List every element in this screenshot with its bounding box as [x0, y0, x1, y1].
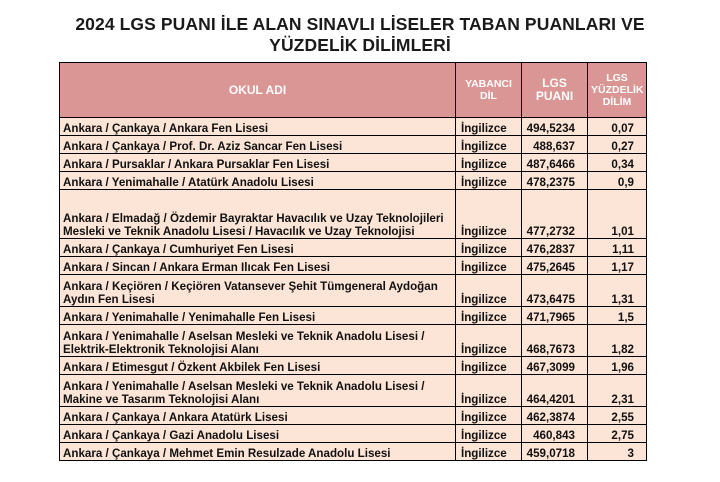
school-name: Ankara / Pursaklar / Ankara Pursaklar Fen Lisesi — [60, 154, 456, 172]
table-row — [60, 443, 647, 461]
language-cell: İngilizce — [456, 190, 522, 239]
percentile-cell: 1,17 — [588, 257, 647, 275]
header-score: LGS PUANI — [522, 63, 588, 118]
language-cell: İngilizce — [456, 325, 522, 357]
percentile-cell: 0,9 — [588, 172, 647, 190]
language-cell: İngilizce — [456, 118, 522, 136]
table-row — [60, 375, 647, 407]
school-name: Ankara / Etimesgut / Özkent Akbilek Fen Lisesi — [60, 357, 456, 375]
table-row — [60, 307, 647, 325]
percentile-cell: 0,34 — [588, 154, 647, 172]
school-name: Ankara / Çankaya / Ankara Atatürk Lisesi — [60, 407, 456, 425]
header-row — [60, 63, 647, 118]
percentile-cell: 1,96 — [588, 357, 647, 375]
header-school: OKUL ADI — [60, 63, 456, 118]
table-row — [60, 325, 647, 357]
percentile-cell: 1,5 — [588, 307, 647, 325]
table-row — [60, 239, 647, 257]
school-name: Ankara / Yenimahalle / Atatürk Anadolu Lisesi — [60, 172, 456, 190]
score-cell: 487,6466 — [522, 154, 588, 172]
title-line-2: YÜZDELİK DİLİMLERİ — [269, 35, 451, 55]
table-row — [60, 190, 647, 239]
school-name: Ankara / Çankaya / Ankara Fen Lisesi — [60, 118, 456, 136]
percentile-cell: 2,55 — [588, 407, 647, 425]
score-cell: 459,0718 — [522, 443, 588, 461]
percentile-cell: 0,27 — [588, 136, 647, 154]
language-cell: İngilizce — [456, 425, 522, 443]
language-cell: İngilizce — [456, 239, 522, 257]
percentile-cell: 1,31 — [588, 275, 647, 307]
document-title — [0, 14, 720, 56]
score-cell: 494,5234 — [522, 118, 588, 136]
table-row — [60, 136, 647, 154]
title-line-1: 2024 LGS PUANI İLE ALAN SINAVLI LİSELER TABAN PUANLARI VE — [75, 14, 645, 34]
scores-table — [59, 62, 647, 461]
language-cell: İngilizce — [456, 307, 522, 325]
header-language: YABANCI DİL — [456, 63, 522, 118]
language-cell: İngilizce — [456, 375, 522, 407]
score-cell: 468,7673 — [522, 325, 588, 357]
header-percentile: LGS YÜZDELİK DİLİM — [588, 63, 647, 118]
school-name: Ankara / Yenimahalle / Aselsan Mesleki ve Teknik Anadolu Lisesi / Makine ve Tasarım Teknolojisi Alanı — [60, 375, 456, 407]
table-row — [60, 154, 647, 172]
language-cell: İngilizce — [456, 154, 522, 172]
table-row — [60, 257, 647, 275]
school-name: Ankara / Keçiören / Keçiören Vatansever Şehit Tümgeneral Aydoğan Aydın Fen Lisesi — [60, 275, 456, 307]
school-name: Ankara / Yenimahalle / Aselsan Mesleki ve Teknik Anadolu Lisesi / Elektrik-Elektronik Teknolojisi Alanı — [60, 325, 456, 357]
school-name: Ankara / Çankaya / Prof. Dr. Aziz Sancar Fen Lisesi — [60, 136, 456, 154]
score-cell: 467,3099 — [522, 357, 588, 375]
school-name: Ankara / Yenimahalle / Yenimahalle Fen Lisesi — [60, 307, 456, 325]
percentile-cell: 2,31 — [588, 375, 647, 407]
score-cell: 462,3874 — [522, 407, 588, 425]
table-row — [60, 407, 647, 425]
score-cell: 478,2375 — [522, 172, 588, 190]
language-cell: İngilizce — [456, 172, 522, 190]
table-row — [60, 275, 647, 307]
score-cell: 488,637 — [522, 136, 588, 154]
percentile-cell: 3 — [588, 443, 647, 461]
language-cell: İngilizce — [456, 275, 522, 307]
language-cell: İngilizce — [456, 357, 522, 375]
school-name: Ankara / Elmadağ / Özdemir Bayraktar Havacılık ve Uzay Teknolojileri Mesleki ve Teknik Anadolu Lisesi / Havacılık ve Uzay Teknolojisi — [60, 190, 456, 239]
school-name: Ankara / Çankaya / Gazi Anadolu Lisesi — [60, 425, 456, 443]
language-cell: İngilizce — [456, 443, 522, 461]
score-cell: 471,7965 — [522, 307, 588, 325]
percentile-cell: 0,07 — [588, 118, 647, 136]
score-cell: 475,2645 — [522, 257, 588, 275]
score-cell: 473,6475 — [522, 275, 588, 307]
table-row — [60, 172, 647, 190]
language-cell: İngilizce — [456, 136, 522, 154]
score-cell: 477,2732 — [522, 190, 588, 239]
school-name: Ankara / Çankaya / Cumhuriyet Fen Lisesi — [60, 239, 456, 257]
school-name: Ankara / Sincan / Ankara Erman Ilıcak Fen Lisesi — [60, 257, 456, 275]
percentile-cell: 1,01 — [588, 190, 647, 239]
score-cell: 460,843 — [522, 425, 588, 443]
school-name: Ankara / Çankaya / Mehmet Emin Resulzade Anadolu Lisesi — [60, 443, 456, 461]
language-cell: İngilizce — [456, 407, 522, 425]
table-row — [60, 425, 647, 443]
percentile-cell: 1,11 — [588, 239, 647, 257]
table-row — [60, 118, 647, 136]
language-cell: İngilizce — [456, 257, 522, 275]
score-cell: 464,4201 — [522, 375, 588, 407]
table-row — [60, 357, 647, 375]
percentile-cell: 1,82 — [588, 325, 647, 357]
percentile-cell: 2,75 — [588, 425, 647, 443]
score-cell: 476,2837 — [522, 239, 588, 257]
